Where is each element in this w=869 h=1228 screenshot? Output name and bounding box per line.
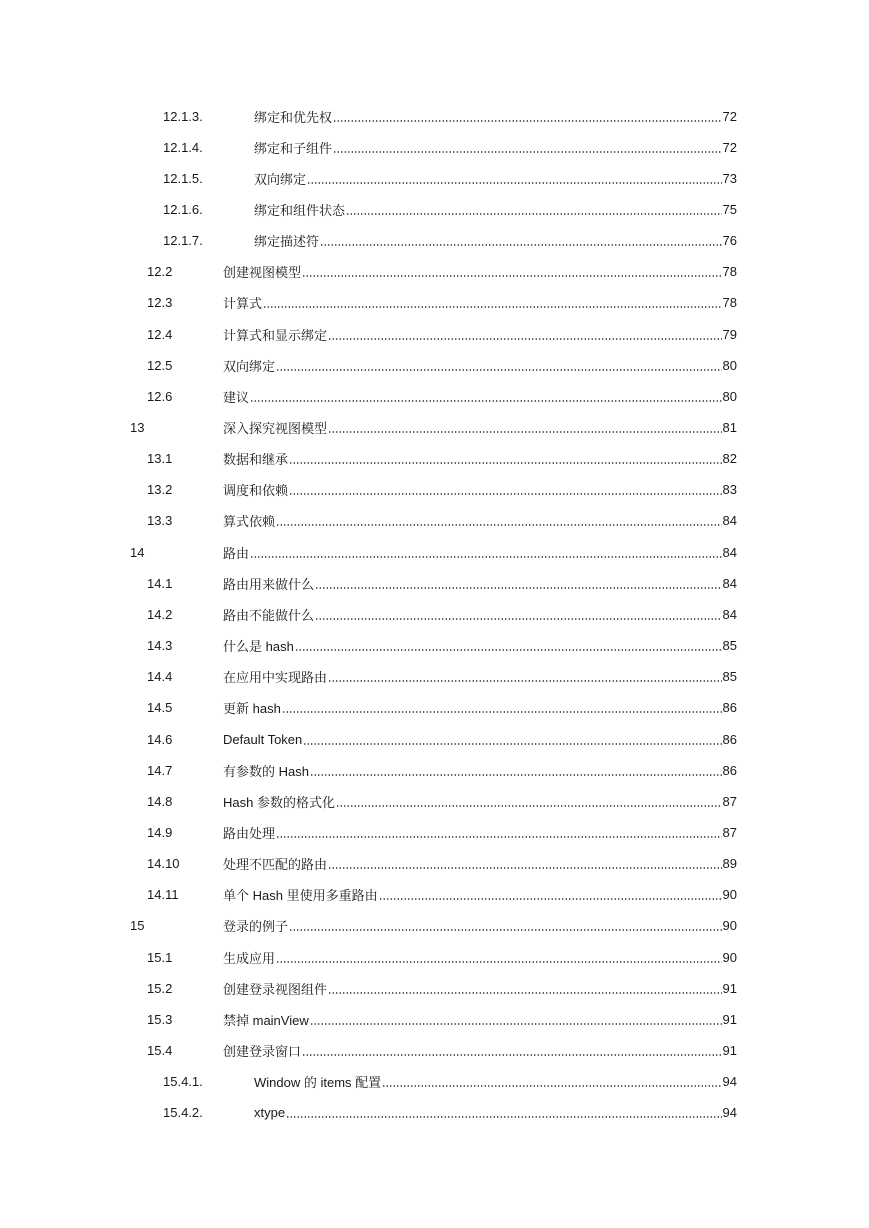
toc-entry[interactable] — [147, 853, 737, 875]
toc-entry-title[interactable]: 创建视图模型 — [223, 265, 302, 281]
toc-entry-title[interactable]: 绑定和子组件 — [254, 140, 333, 156]
toc-entry-page-number[interactable]: 90 — [722, 949, 737, 965]
toc-entry-number: 14.2 — [147, 606, 173, 622]
toc-entry[interactable] — [147, 448, 737, 470]
toc-entry-title[interactable]: 算式依赖 — [223, 514, 276, 530]
toc-entry-body[interactable] — [254, 231, 737, 250]
toc-entry-page-number[interactable]: 86 — [722, 762, 737, 778]
toc-entry-body[interactable] — [254, 1105, 737, 1120]
toc-entry[interactable] — [147, 666, 737, 688]
toc-entry-number: 12.3 — [147, 295, 173, 311]
toc-entry-body[interactable] — [223, 979, 737, 998]
toc-entry-number: 15.4.1. — [163, 1074, 203, 1090]
toc-entry[interactable] — [147, 790, 737, 812]
toc-entry[interactable] — [147, 603, 737, 625]
toc-entry-title[interactable]: 处理不匹配的路由 — [223, 857, 328, 873]
toc-entry-title[interactable]: 创建登录视图组件 — [223, 981, 328, 997]
toc-entry-number: 14.11 — [147, 887, 179, 903]
toc-entry-page-number[interactable]: 80 — [722, 357, 737, 373]
toc-entry-number: 12.1.4. — [163, 139, 203, 155]
toc-entry[interactable] — [147, 759, 737, 781]
toc-entry-page-number[interactable]: 83 — [722, 482, 737, 498]
toc-entry-number: 14.3 — [147, 638, 173, 654]
toc-entry-page-number[interactable]: 87 — [722, 793, 737, 809]
dot-leader — [346, 213, 722, 215]
toc-entry-page-number[interactable]: 80 — [722, 388, 737, 404]
dot-leader — [307, 182, 722, 184]
toc-entry-number: 14.7 — [147, 762, 173, 778]
toc-entry-body[interactable] — [223, 543, 737, 562]
toc-entry-page-number[interactable]: 85 — [722, 669, 737, 685]
dot-leader — [289, 929, 722, 931]
toc-entry-body[interactable] — [223, 449, 737, 468]
dot-leader — [333, 151, 722, 153]
toc-entry-number: 14.1 — [147, 575, 173, 591]
dot-leader — [315, 587, 722, 589]
dot-leader — [328, 867, 722, 869]
toc-entry-title[interactable]: xtype — [254, 1105, 286, 1121]
toc-entry-title[interactable]: 登录的例子 — [223, 919, 289, 935]
toc-entry-title[interactable]: 数据和继承 — [223, 452, 289, 468]
toc-entry-title[interactable]: 建议 — [223, 389, 250, 405]
toc-entry-number: 13.1 — [147, 451, 173, 467]
toc-entry-title[interactable]: Window 的 items 配置 — [254, 1075, 382, 1091]
toc-entry-body[interactable] — [223, 418, 737, 437]
toc-entry-number: 12.1.5. — [163, 170, 203, 186]
toc-entry[interactable] — [163, 167, 737, 189]
dot-leader — [302, 275, 722, 277]
dot-leader — [276, 836, 722, 838]
toc-entry-number: 12.4 — [147, 326, 173, 342]
dot-leader — [382, 1085, 721, 1087]
toc-entry-page-number[interactable]: 84 — [722, 575, 737, 591]
toc-entry-number: 14.9 — [147, 824, 173, 840]
dot-leader — [263, 306, 722, 308]
toc-entry-title[interactable]: 调度和依赖 — [223, 483, 289, 499]
toc-entry[interactable] — [147, 728, 737, 750]
toc-entry-page-number[interactable]: 76 — [722, 233, 737, 249]
toc-entry-title[interactable]: 绑定描述符 — [254, 234, 320, 250]
toc-entry-body[interactable] — [223, 356, 737, 375]
toc-entry-number: 15.4 — [147, 1043, 173, 1058]
toc-entry-page-number[interactable]: 91 — [722, 1043, 737, 1058]
toc-entry-number: 15.2 — [147, 980, 173, 996]
toc-entry-body[interactable] — [223, 1041, 737, 1060]
toc-entry-body[interactable] — [223, 792, 737, 811]
toc-entry-page-number[interactable]: 86 — [722, 731, 737, 747]
toc-entry[interactable] — [147, 292, 737, 314]
toc-entry-number: 13 — [130, 420, 145, 435]
toc-entry-title[interactable]: 计算式 — [223, 296, 263, 312]
toc-entry-body[interactable] — [223, 293, 737, 312]
toc-entry-title[interactable]: 路由处理 — [223, 825, 276, 841]
toc-entry-title[interactable]: 生成应用 — [223, 950, 276, 966]
toc-entry-number: 14.10 — [147, 856, 180, 872]
toc-entry-page-number[interactable]: 94 — [722, 1105, 737, 1121]
toc-entry-page-number[interactable]: 73 — [722, 170, 737, 186]
toc-entry-page-number[interactable]: 82 — [722, 451, 737, 467]
toc-entry[interactable] — [163, 230, 737, 252]
toc-entry-number: 12.5 — [147, 357, 173, 373]
toc-entry[interactable] — [147, 946, 737, 968]
toc-entry-title[interactable]: 双向绑定 — [254, 171, 307, 187]
toc-entry[interactable] — [147, 884, 737, 906]
toc-entry[interactable] — [130, 915, 737, 937]
toc-entry-number: 12.1.6. — [163, 201, 203, 217]
dot-leader — [286, 1116, 721, 1118]
toc-entry-body[interactable] — [223, 387, 737, 406]
toc-entry-number: 14.5 — [147, 700, 173, 716]
toc-entry-page-number[interactable]: 91 — [722, 1011, 737, 1027]
toc-entry[interactable] — [163, 198, 737, 220]
toc-entry[interactable] — [147, 385, 737, 407]
toc-entry-title[interactable]: 双向绑定 — [223, 358, 276, 374]
toc-entry-page-number[interactable]: 90 — [722, 887, 737, 903]
toc-entry-title[interactable]: 在应用中实现路由 — [223, 670, 328, 686]
toc-entry[interactable] — [147, 697, 737, 719]
toc-entry-page-number[interactable]: 81 — [722, 420, 737, 435]
dot-leader — [250, 556, 722, 558]
toc-entry-body[interactable] — [254, 169, 737, 188]
toc-entry-body[interactable] — [223, 854, 737, 873]
toc-entry-body[interactable] — [223, 885, 737, 904]
dot-leader — [250, 400, 722, 402]
toc-entry[interactable] — [130, 541, 737, 563]
dot-leader — [336, 805, 722, 807]
toc-entry-number: 12.1.3. — [163, 108, 203, 124]
dot-leader — [276, 369, 722, 371]
toc-entry-number: 14.6 — [147, 731, 173, 747]
toc-entry-title[interactable]: 创建登录窗口 — [223, 1044, 302, 1059]
toc-entry-title[interactable]: 有参数的 Hash — [223, 763, 309, 779]
toc-entry-body[interactable] — [223, 636, 737, 655]
toc-entry-number: 14.4 — [147, 669, 173, 685]
toc-entry-body[interactable] — [223, 262, 737, 281]
toc-entry[interactable] — [163, 1102, 737, 1124]
toc-entry-body[interactable] — [223, 761, 737, 780]
toc-entry-number: 12.1.7. — [163, 233, 203, 249]
toc-entry-title[interactable]: 深入探究视图模型 — [223, 421, 328, 436]
toc-entry-page-number[interactable]: 91 — [722, 980, 737, 996]
toc-entry-title[interactable]: 路由 — [223, 545, 250, 561]
toc-entry-title[interactable]: 路由用来做什么 — [223, 576, 315, 592]
dot-leader — [302, 1054, 722, 1056]
toc-entry-title[interactable]: 计算式和显示绑定 — [223, 327, 328, 343]
dot-leader — [289, 493, 722, 495]
toc-entry-body[interactable] — [223, 325, 737, 344]
toc-entry[interactable] — [163, 136, 737, 158]
toc-entry[interactable] — [147, 323, 737, 345]
toc-entry-page-number[interactable]: 85 — [722, 638, 737, 654]
toc-entry-number: 14 — [130, 544, 145, 560]
toc-entry-title[interactable]: 更新 hash — [223, 701, 281, 717]
dot-leader — [310, 774, 722, 776]
toc-entry[interactable] — [147, 977, 737, 999]
toc-entry-body[interactable] — [223, 823, 737, 842]
toc-entry-body[interactable] — [254, 138, 737, 157]
toc-entry-body[interactable] — [254, 1072, 737, 1091]
toc-entry-number: 14.8 — [147, 793, 173, 809]
toc-entry-title[interactable]: 路由不能做什么 — [223, 607, 315, 623]
toc-entry-body[interactable] — [223, 511, 737, 530]
toc-entry-body[interactable] — [223, 732, 737, 747]
dot-leader — [276, 524, 722, 526]
toc-entry[interactable] — [147, 821, 737, 843]
dot-leader — [328, 338, 722, 340]
toc-entry[interactable] — [147, 1040, 737, 1062]
dot-leader — [320, 244, 722, 246]
toc-entry-page-number[interactable]: 78 — [722, 264, 737, 280]
toc-entry-body[interactable] — [223, 948, 737, 967]
toc-entry-page-number[interactable]: 79 — [722, 326, 737, 342]
toc-entry-title[interactable]: 单个 Hash 里使用多重路由 — [223, 888, 378, 904]
toc-entry-title[interactable]: 绑定和组件状态 — [254, 202, 346, 218]
toc-entry[interactable] — [163, 105, 737, 127]
toc-entry-number: 15.4.2. — [163, 1105, 203, 1121]
toc-entry-page-number[interactable]: 75 — [722, 201, 737, 217]
toc-entry-page-number[interactable]: 94 — [722, 1074, 737, 1090]
dot-leader — [315, 618, 722, 620]
toc-entry-page-number[interactable]: 72 — [722, 108, 737, 124]
toc-entry-number: 13.2 — [147, 482, 173, 498]
toc-entry-page-number[interactable]: 89 — [722, 856, 737, 872]
toc-entry-page-number[interactable]: 72 — [722, 139, 737, 155]
toc-entry[interactable] — [147, 354, 737, 376]
toc-entry-body[interactable] — [223, 916, 737, 935]
toc-entry-title[interactable]: Default Token — [223, 731, 303, 747]
toc-entry-page-number[interactable]: 84 — [722, 513, 737, 529]
toc-entry-title[interactable]: 什么是 hash — [223, 639, 294, 655]
toc-entry-page-number[interactable]: 78 — [722, 295, 737, 311]
toc-entry-page-number[interactable]: 90 — [722, 918, 737, 934]
toc-entry-body[interactable] — [223, 480, 737, 499]
toc-entry-title[interactable]: 禁掉 mainView — [223, 1012, 309, 1028]
toc-entry[interactable] — [130, 417, 737, 439]
dot-leader — [295, 649, 722, 651]
dot-leader — [333, 120, 722, 122]
toc-entry-page-number[interactable]: 84 — [722, 606, 737, 622]
dot-leader — [328, 680, 722, 682]
toc-entry-body[interactable] — [223, 605, 737, 624]
toc-entry-number: 15.1 — [147, 949, 173, 965]
toc-entry[interactable] — [147, 261, 737, 283]
toc-entry-title[interactable]: Hash 参数的格式化 — [223, 794, 335, 810]
dot-leader — [276, 961, 722, 963]
toc-entry-body[interactable] — [223, 698, 737, 717]
toc-entry-number: 13.3 — [147, 513, 173, 529]
toc-entry[interactable] — [147, 635, 737, 657]
toc-entry[interactable] — [147, 510, 737, 532]
toc-entry[interactable] — [147, 479, 737, 501]
toc-entry[interactable] — [147, 572, 737, 594]
dot-leader — [379, 898, 722, 900]
toc-entry-body[interactable] — [254, 107, 737, 126]
dot-leader — [310, 1023, 722, 1025]
toc-entry-body[interactable] — [223, 1010, 737, 1029]
toc-entry-body[interactable] — [254, 200, 737, 219]
toc-entry-page-number[interactable]: 87 — [722, 824, 737, 840]
toc-entry[interactable] — [163, 1071, 737, 1093]
toc-entry[interactable] — [147, 1008, 737, 1030]
toc-entry-number: 12.2 — [147, 264, 173, 280]
toc-entry-body[interactable] — [223, 667, 737, 686]
toc-entry-body[interactable] — [223, 574, 737, 593]
toc-entry-page-number[interactable]: 84 — [722, 544, 737, 560]
dot-leader — [328, 431, 722, 433]
dot-leader — [289, 462, 722, 464]
toc-entry-number: 12.6 — [147, 388, 173, 404]
toc-entry-title[interactable]: 绑定和优先权 — [254, 109, 333, 125]
dot-leader — [328, 992, 722, 994]
toc-entry-number: 15.3 — [147, 1011, 173, 1027]
dot-leader — [282, 711, 722, 713]
dot-leader — [303, 743, 721, 745]
toc-entry-number: 15 — [130, 918, 145, 934]
toc-entry-page-number[interactable]: 86 — [722, 700, 737, 716]
